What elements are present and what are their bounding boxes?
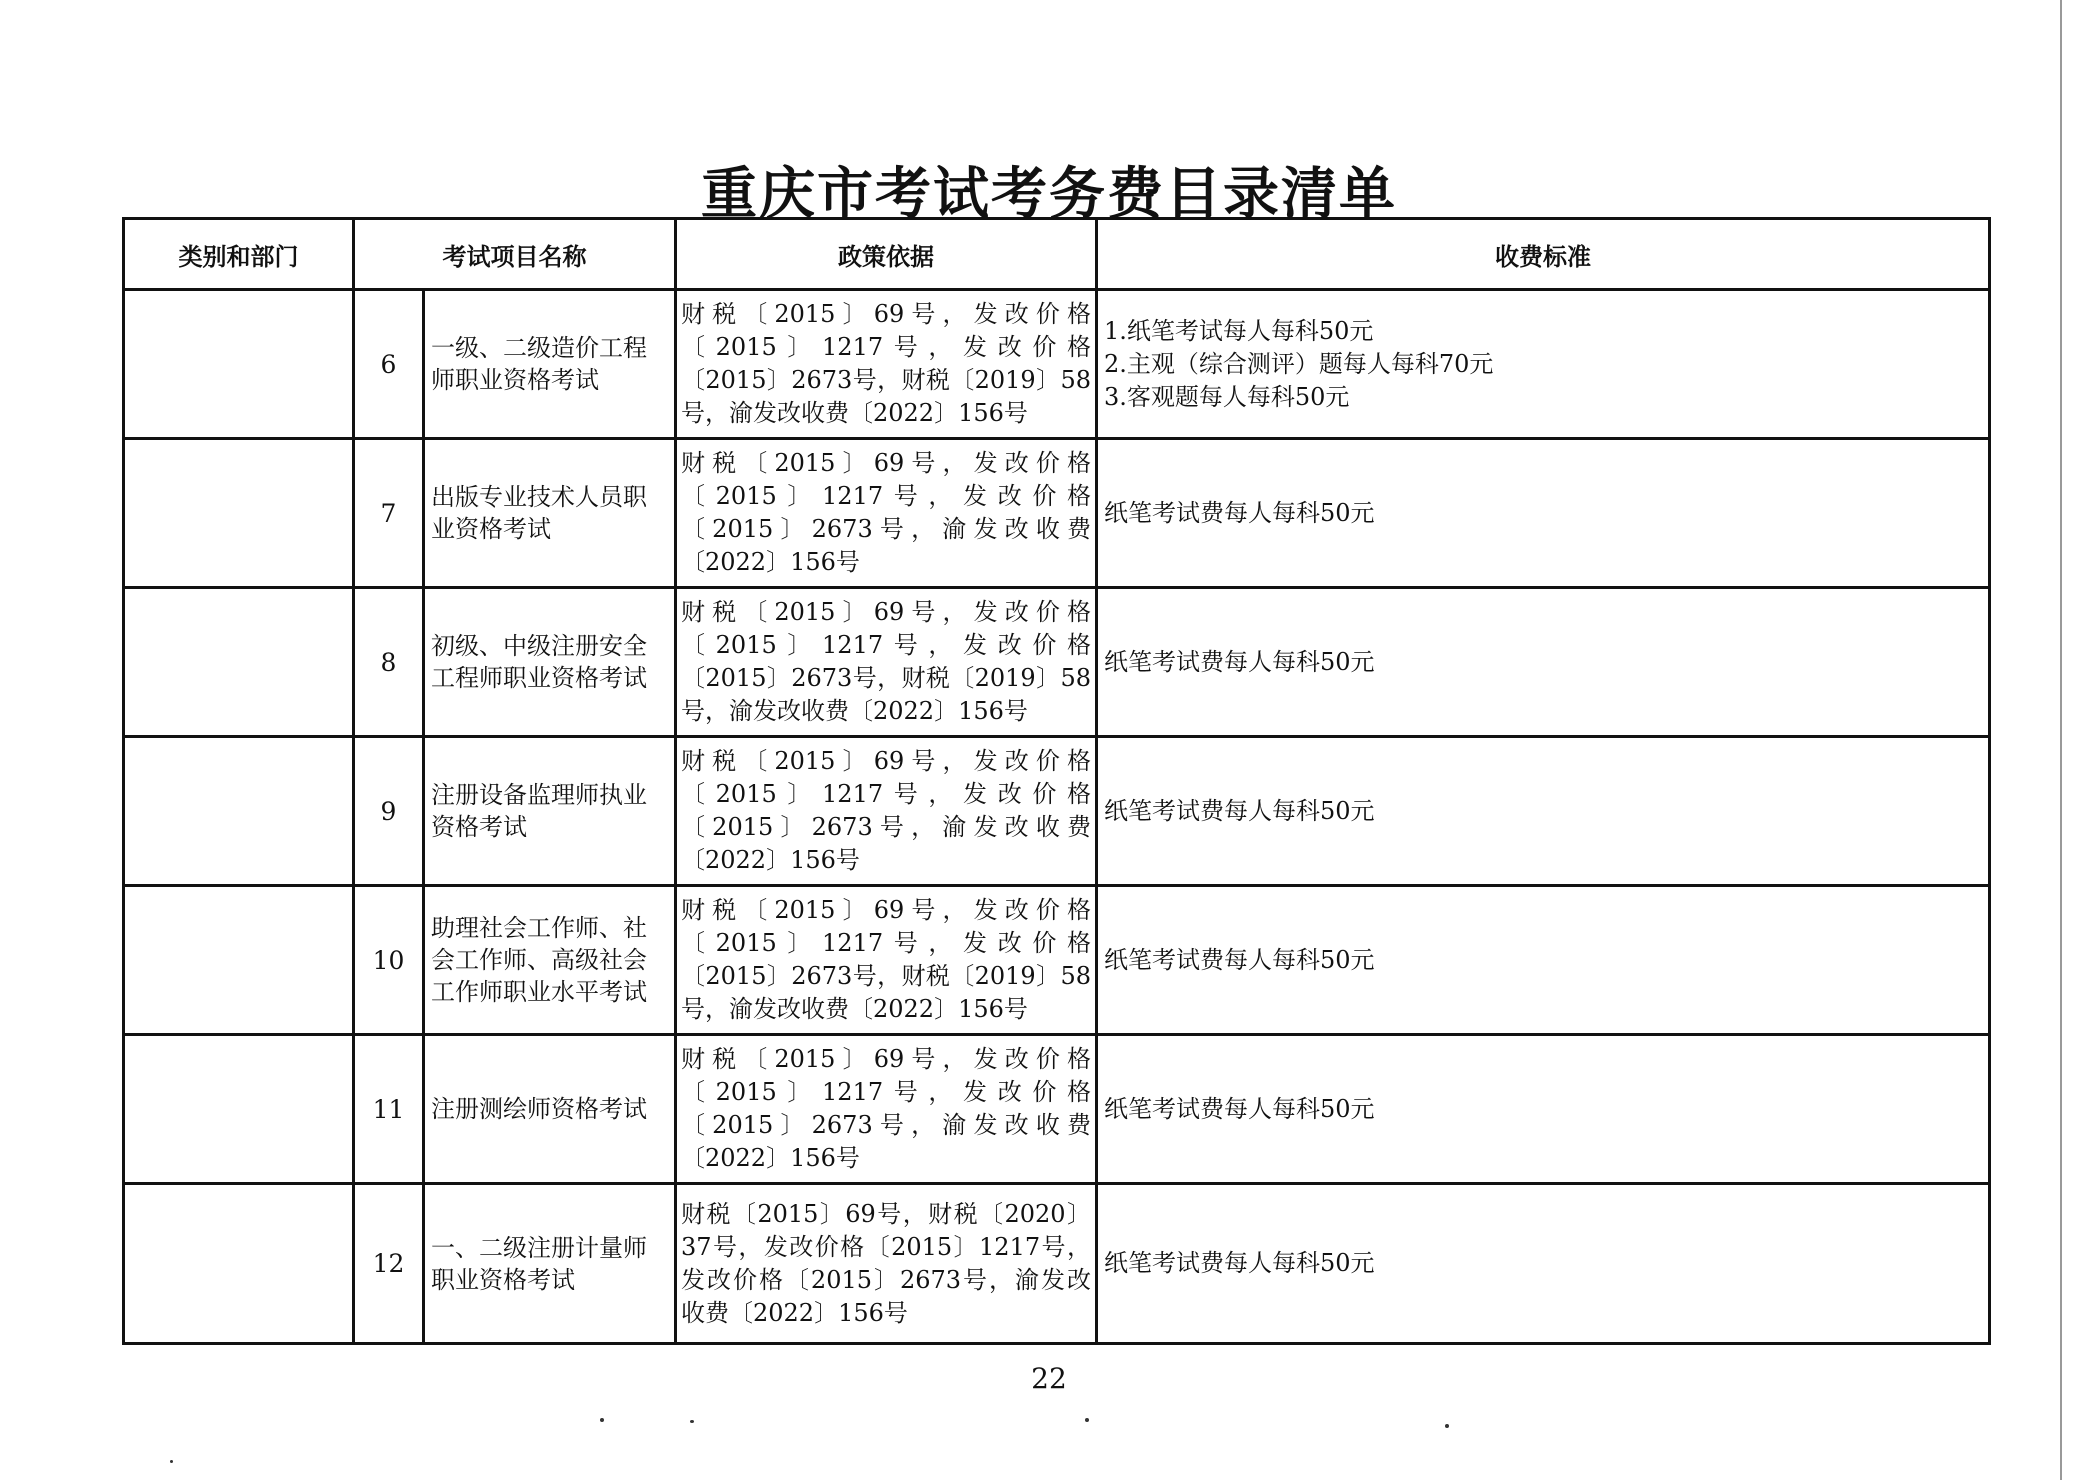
policy-basis: 财税〔2015〕69号，发改价格〔2015〕1217号，发改价格〔2015〕2673号，财税〔2019〕58号，渝发改收费〔2022〕156号 xyxy=(676,588,1097,737)
fee-standard xyxy=(1097,737,1990,886)
scan-speck xyxy=(1445,1424,1449,1428)
fee-line: 纸笔考试费每人每科50元 xyxy=(1104,796,1375,825)
fee-line: 纸笔考试费每人每科50元 xyxy=(1104,1249,1375,1277)
fee-line: 2.主观（综合测评）题每人每科70元 xyxy=(1104,349,1494,378)
row-number: 10 xyxy=(354,886,424,1035)
exam-name: 出版专业技术人员职业资格考试 xyxy=(424,439,676,588)
table-row xyxy=(124,290,1990,439)
scan-speck xyxy=(1085,1418,1089,1422)
exam-name: 一级、二级造价工程师职业资格考试 xyxy=(424,290,676,439)
fee-line: 纸笔考试费每人每科50元 xyxy=(1104,498,1375,527)
dept-cell xyxy=(124,290,354,439)
policy-basis: 财税〔2015〕69号，发改价格〔2015〕1217号，发改价格〔2015〕2673号，渝发改收费〔2022〕156号 xyxy=(676,737,1097,886)
scan-speck xyxy=(600,1418,604,1422)
fee-catalog-table xyxy=(122,217,1991,1345)
row-number: 9 xyxy=(354,737,424,886)
scan-speck xyxy=(690,1420,694,1423)
row-number: 8 xyxy=(354,588,424,737)
dept-cell xyxy=(124,1184,354,1344)
fee-standard xyxy=(1097,1035,1990,1184)
fee-standard xyxy=(1097,439,1990,588)
policy-basis: 财税〔2015〕69号，发改价格〔2015〕1217号，发改价格〔2015〕2673号，渝发改收费〔2022〕156号 xyxy=(676,1035,1097,1184)
table-row xyxy=(124,737,1990,886)
table-header-row xyxy=(124,219,1990,290)
dept-cell xyxy=(124,886,354,1035)
header-exam-name: 考试项目名称 xyxy=(354,219,676,290)
table-row xyxy=(124,1035,1990,1184)
header-category-dept: 类别和部门 xyxy=(124,219,354,290)
table-row xyxy=(124,1184,1990,1344)
fee-line: 纸笔考试费每人每科50元 xyxy=(1104,1094,1375,1123)
fee-standard xyxy=(1097,290,1990,439)
dept-cell xyxy=(124,737,354,886)
fee-standard xyxy=(1097,886,1990,1035)
row-number: 12 xyxy=(354,1184,424,1344)
dept-cell xyxy=(124,588,354,737)
policy-basis: 财税〔2015〕69号，发改价格〔2015〕1217号，发改价格〔2015〕2673号，渝发改收费〔2022〕156号 xyxy=(676,439,1097,588)
page-title: 重庆市考试考务费目录清单 xyxy=(701,161,1397,227)
policy-basis: 财税〔2015〕69号，发改价格〔2015〕1217号，发改价格〔2015〕2673号，财税〔2019〕58号，渝发改收费〔2022〕156号 xyxy=(676,886,1097,1035)
dept-cell xyxy=(124,439,354,588)
row-number: 6 xyxy=(354,290,424,439)
table-row xyxy=(124,588,1990,737)
table-row xyxy=(124,439,1990,588)
fee-line: 3.客观题每人每科50元 xyxy=(1104,382,1350,411)
row-number: 7 xyxy=(354,439,424,588)
fee-standard xyxy=(1097,1184,1990,1344)
fee-line: 1.纸笔考试每人每科50元 xyxy=(1104,316,1374,345)
exam-name: 注册设备监理师执业资格考试 xyxy=(424,737,676,886)
dept-cell xyxy=(124,1035,354,1184)
table-row xyxy=(124,886,1990,1035)
header-policy-basis: 政策依据 xyxy=(676,219,1097,290)
exam-name: 助理社会工作师、社会工作师、高级社会工作师职业水平考试 xyxy=(424,886,676,1035)
policy-basis: 财税〔2015〕69号，财税〔2020〕37号，发改价格〔2015〕1217号，发改价格〔2015〕2673号，渝发改收费〔2022〕156号 xyxy=(676,1184,1097,1344)
policy-basis: 财税〔2015〕69号，发改价格〔2015〕1217号，发改价格〔2015〕2673号，财税〔2019〕58号，渝发改收费〔2022〕156号 xyxy=(676,290,1097,439)
scan-edge-line xyxy=(2060,0,2062,1480)
header-fee-standard: 收费标准 xyxy=(1097,219,1990,290)
fee-line: 纸笔考试费每人每科50元 xyxy=(1104,647,1375,676)
fee-standard xyxy=(1097,588,1990,737)
exam-name: 初级、中级注册安全工程师职业资格考试 xyxy=(424,588,676,737)
page-number: 22 xyxy=(1031,1362,1067,1395)
exam-name: 注册测绘师资格考试 xyxy=(424,1035,676,1184)
row-number: 11 xyxy=(354,1035,424,1184)
scan-speck xyxy=(170,1460,173,1463)
exam-name: 一、二级注册计量师职业资格考试 xyxy=(424,1184,676,1344)
fee-line: 纸笔考试费每人每科50元 xyxy=(1104,945,1375,974)
